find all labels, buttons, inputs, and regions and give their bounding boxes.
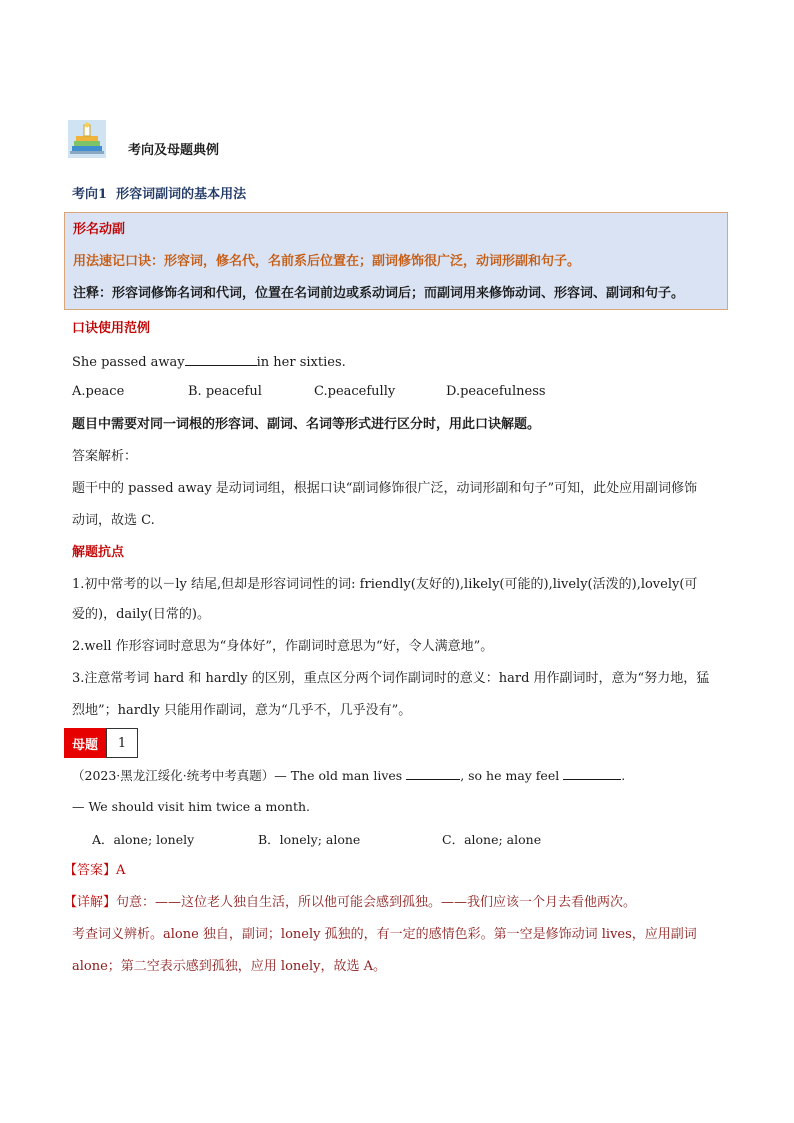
callout-note <box>73 285 684 303</box>
mq-detail-line-1 <box>64 894 636 912</box>
mq-stem-line-2: — We should visit him twice a month. <box>72 799 311 814</box>
question-pre: She passed away <box>72 355 185 370</box>
note-text: 形容词修饰名词和代词，位置在名词前边或系动词后；而副词用来修饰动词、形容词、副词和句子。 <box>112 286 685 301</box>
example-option-c: C.peacefully <box>314 384 396 399</box>
callout-rule <box>73 253 580 271</box>
mq-detail-text-1: 句意：——这位老人独自生活，所以他可能会感到孤独。——我们应该一个月去看他两次。 <box>116 895 637 910</box>
example-option-b: B. peaceful <box>188 384 262 399</box>
mother-question-number: 1 <box>106 728 138 758</box>
rule-text: 形容词，修名代，名前系后位置在；副词修饰很广泛，动词形副和句子。 <box>164 254 581 269</box>
mq-option-c: C．alone; alone <box>442 832 542 847</box>
question-post: in her sixties. <box>256 355 346 370</box>
example-heading: 口诀使用范例 <box>72 321 151 336</box>
mother-question-badge: 母题 <box>64 728 106 758</box>
section-label: 考向1 <box>72 187 108 202</box>
mq-answer-value: A <box>116 863 126 878</box>
tip-item-3-line-1: 3.注意常考词 hard 和 hardly 的区别，重点区分两个词作副词时的意义：hard 用作副词时，意为“努力地，猛 <box>72 671 710 686</box>
book-stack-icon <box>68 120 106 158</box>
example-option-a: A.peace <box>72 384 125 399</box>
mq-answer <box>64 862 125 880</box>
tip-item-2: 2.well 作形容词时意思为“身体好”，作副词时意思为“好，令人满意地”。 <box>72 639 494 654</box>
mq-stem-line-1 <box>72 766 625 785</box>
callout-heading: 形名动副 <box>73 222 126 237</box>
mq-stem-a: — The old man lives <box>274 768 403 783</box>
answer-blank <box>185 352 257 366</box>
tip-item-3-line-2: 烈地”；hardly 只能用作副词，意为“几乎不，几乎没有”。 <box>72 703 412 718</box>
answer-line-1: 题干中的 passed away 是动词词组，根据口诀“副词修饰很广泛，动词形副和句子”可知，此处应用副词修饰 <box>72 481 698 496</box>
mq-stem-c: . <box>621 768 626 783</box>
rule-callout-box <box>64 212 728 310</box>
mq-blank-2 <box>563 766 621 780</box>
section-title: 形容词副词的基本用法 <box>116 187 247 202</box>
answer-line-2: 动词，故选 C. <box>72 513 155 528</box>
answer-label: 答案解析： <box>72 449 138 464</box>
mq-source: （2023·黑龙江绥化·统考中考真题） <box>72 768 275 783</box>
mq-detail-line-3: alone；第二空表示感到孤独，应用 lonely，故选 A。 <box>72 959 387 974</box>
example-option-d: D.peacefulness <box>446 384 546 399</box>
mq-option-a: A．alone; lonely <box>92 832 195 847</box>
tips-heading: 解题抗点 <box>72 545 125 560</box>
mq-detail-label: 【详解】 <box>64 895 117 910</box>
mq-detail-line-2: 考查词义辨析。alone 独自，副词；lonely 孤独的，有一定的感情色彩。第一空是修饰动词 lives，应用副词 <box>72 927 697 942</box>
header-title: 考向及母题典例 <box>128 143 220 158</box>
mq-answer-label: 【答案】 <box>64 863 117 878</box>
mq-stem-b: , so he may feel <box>460 768 560 783</box>
section-heading <box>72 186 246 204</box>
rule-label: 用法速记口诀： <box>73 254 165 269</box>
mq-option-b: B．lonely; alone <box>258 832 361 847</box>
tip-item-1-line-2: 爱的)，daily(日常的)。 <box>72 607 210 622</box>
tip-item-1-line-1: 1.初中常考的以－ly 结尾,但却是形容词词性的词: friendly(友好的),likely(可能的),lively(活泼的),lovely(可 <box>72 577 698 592</box>
note-label: 注释： <box>73 286 113 301</box>
mq-blank-1 <box>406 766 460 780</box>
example-tip: 题目中需要对同一词根的形容词、副词、名词等形式进行区分时，用此口诀解题。 <box>72 417 541 432</box>
example-question <box>72 352 346 372</box>
